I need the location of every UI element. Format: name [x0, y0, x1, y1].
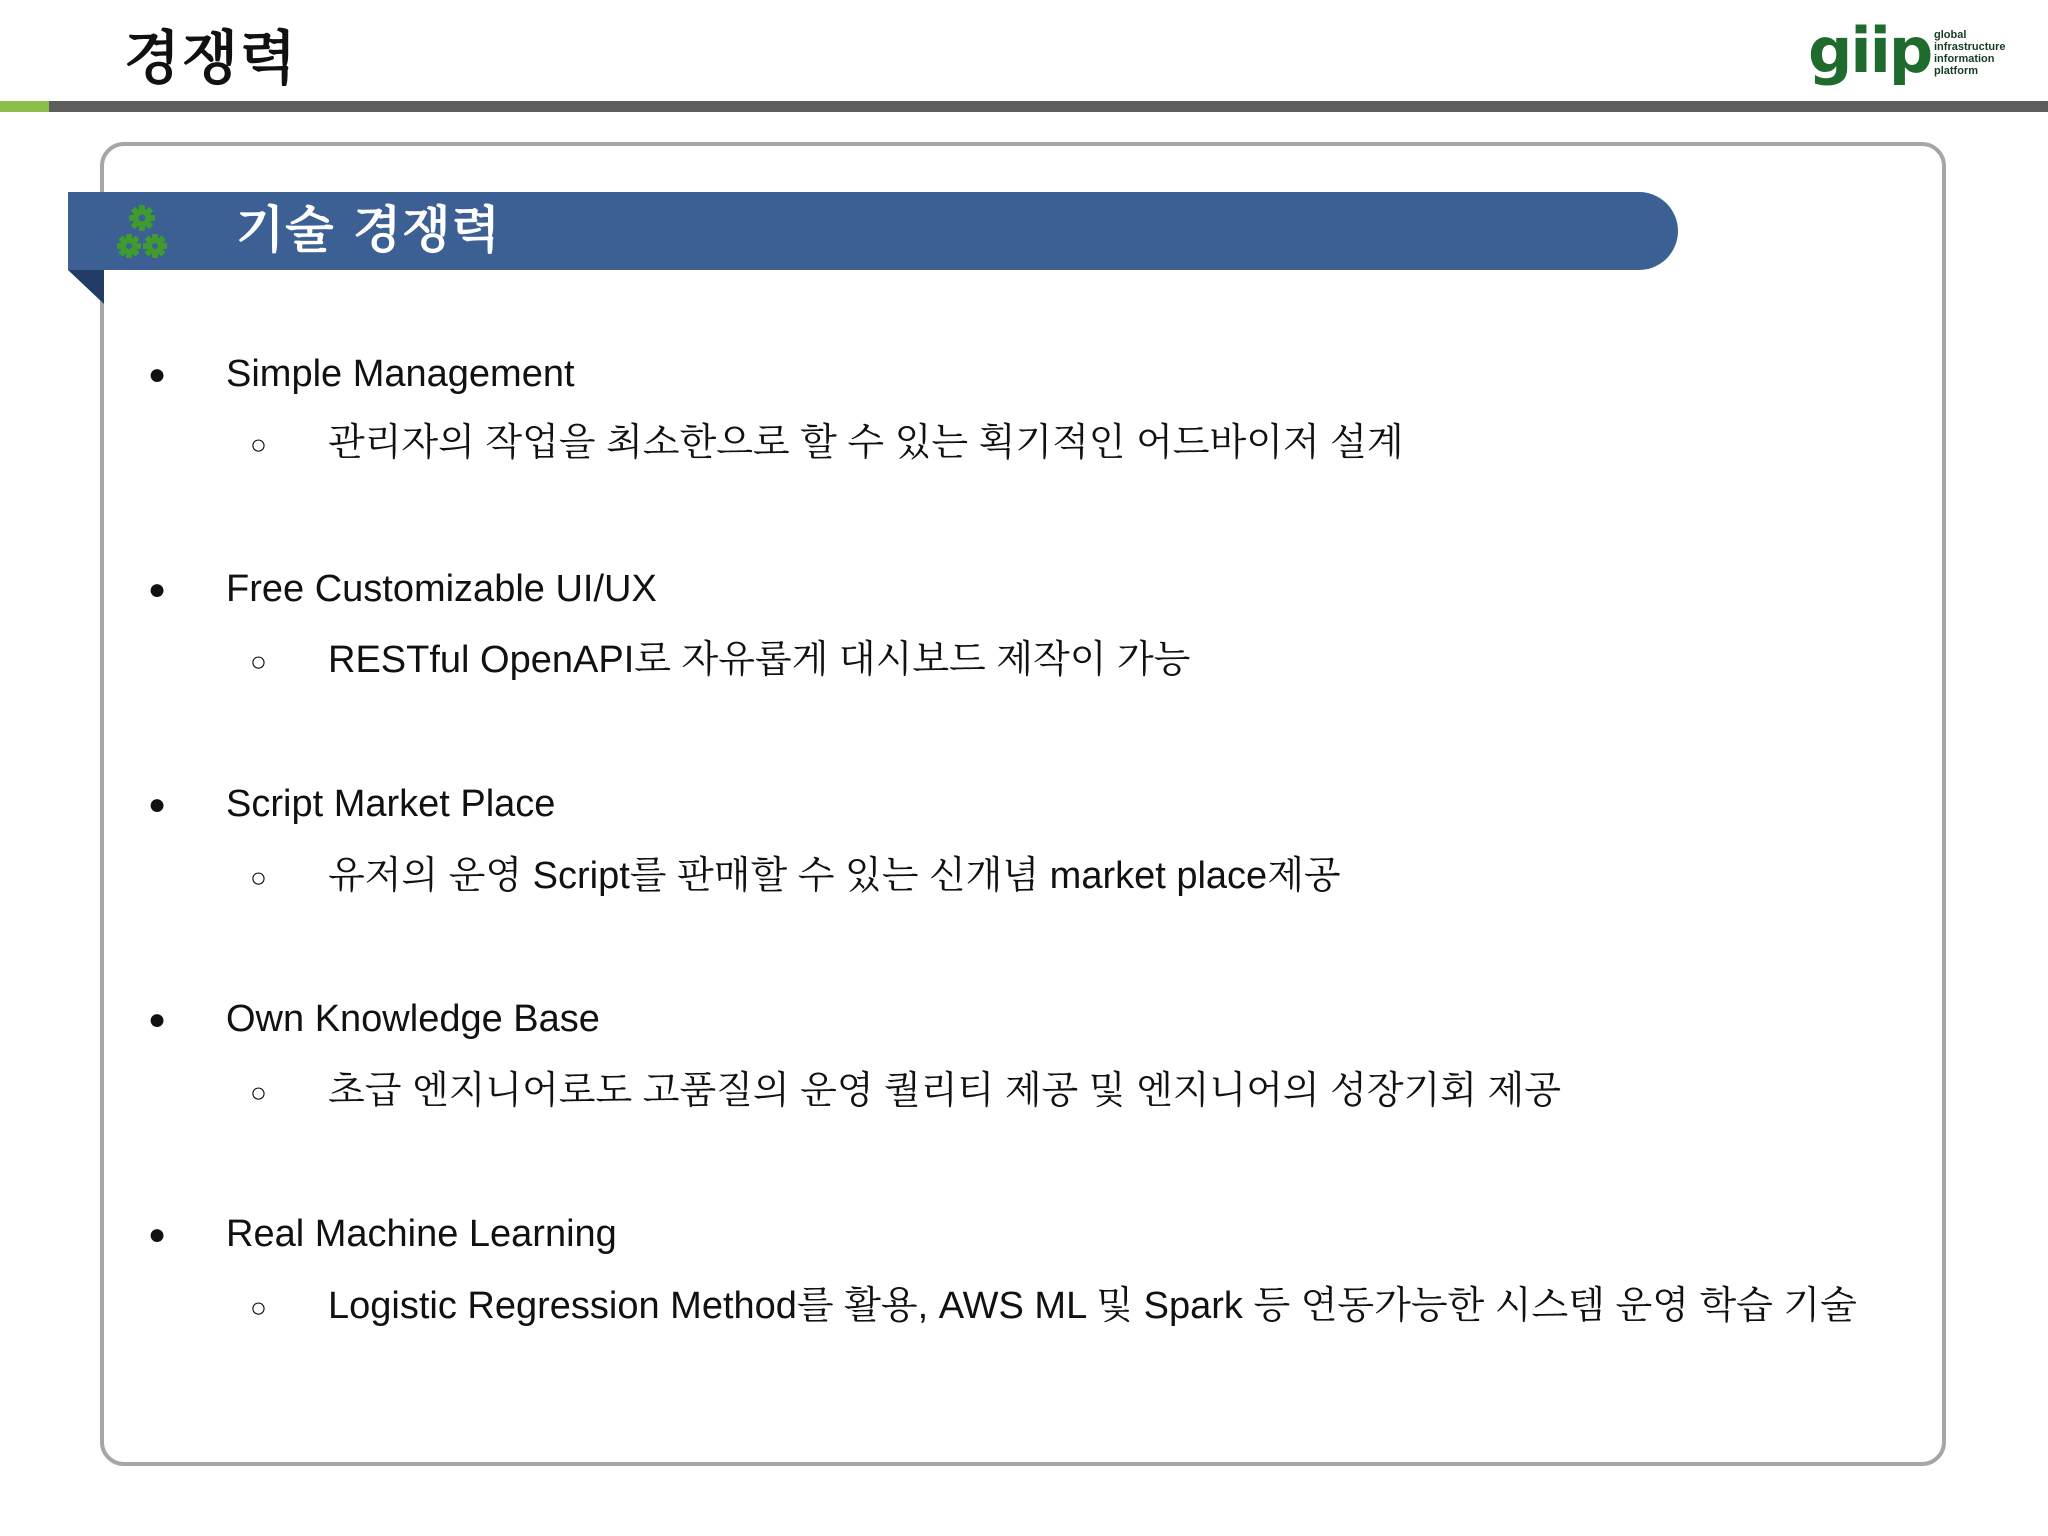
feature-title: Real Machine Learning [226, 1213, 617, 1255]
feature-description: 초급 엔지니어로도 고품질의 운영 퀄리티 제공 및 엔지니어의 성장기회 제공 [328, 1070, 1561, 1112]
bullet-dot-icon: ● [148, 788, 167, 821]
feature-title: Free Customizable UI/UX [226, 568, 657, 610]
feature-description: RESTful OpenAPI로 자유롭게 대시보드 제작이 가능 [328, 639, 1191, 681]
logo-tagline-line: platform [1934, 65, 1978, 77]
bullet-circle-icon: ○ [250, 1077, 267, 1108]
section-banner-fold [68, 270, 104, 304]
feature-description: 관리자의 작업을 최소한으로 할 수 있는 획기적인 어드바이저 설계 [328, 422, 1404, 464]
section-title: 기술 경쟁력 [236, 201, 501, 259]
feature-title: Script Market Place [226, 783, 556, 825]
logo-tagline-line: information [1934, 53, 1995, 65]
bullet-circle-icon: ○ [250, 862, 267, 893]
feature-title: Simple Management [226, 353, 575, 395]
header-divider [0, 101, 2048, 112]
logo-wordmark: giip [1808, 14, 1932, 87]
feature-description: 유저의 운영 Script를 판매할 수 있는 신개념 market place제공 [328, 855, 1341, 897]
slide-title: 경쟁력 [124, 24, 299, 92]
logo-tagline-line: global [1934, 29, 1967, 41]
bullet-circle-icon: ○ [250, 646, 267, 677]
feature-description: Logistic Regression Method를 활용, AWS ML 및 Spark 등 연동가능한 시스템 운영 학습 기술 [328, 1285, 1857, 1327]
bullet-dot-icon: ● [148, 573, 167, 606]
logo-tagline [1934, 29, 2030, 77]
bullet-circle-icon: ○ [250, 429, 267, 460]
giip-logo [1808, 14, 2028, 94]
header-divider-accent [0, 101, 49, 112]
gears-icon [116, 204, 170, 262]
bullet-circle-icon: ○ [250, 1292, 267, 1323]
bullet-dot-icon: ● [148, 1218, 167, 1251]
feature-title: Own Knowledge Base [226, 998, 600, 1040]
logo-tagline-line: infrastructure [1934, 41, 2006, 53]
bullet-dot-icon: ● [148, 358, 167, 391]
bullet-dot-icon: ● [148, 1003, 167, 1036]
